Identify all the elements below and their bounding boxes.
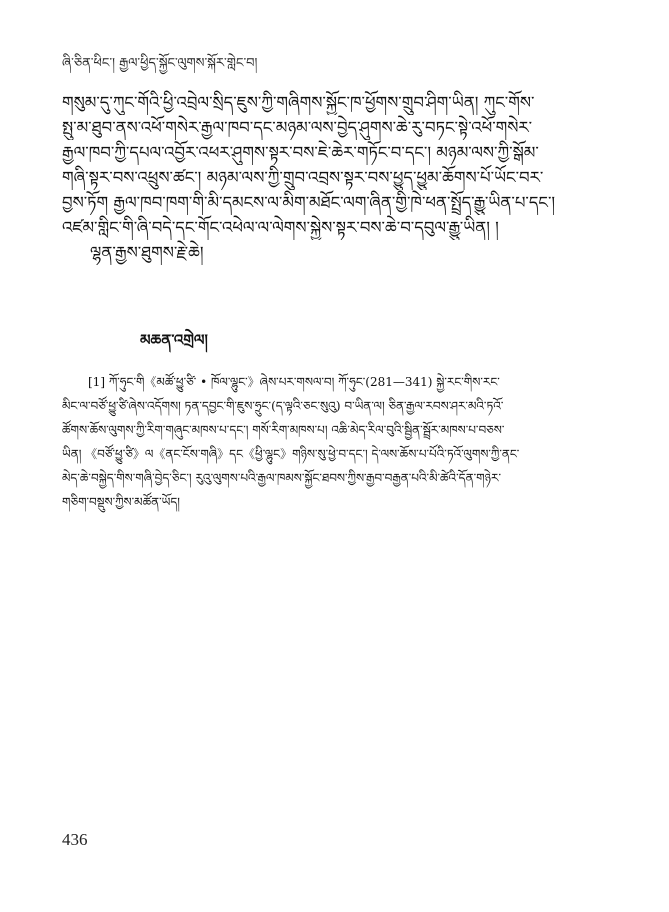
note-line: [1] ཀོ་ཧུང་གི《མཚོ་ཕྱུ་ཙི་ • ཁོལ་ལྷུང་》ཞེས་པར་གསལ་བ། ཀོ་ཧུང་(281—341) སྐྱེ་རང་གིས་རང་	[88, 375, 500, 389]
body-line: གཞི་སྟར་བས་འཕྲུས་ཚང་། མཉམ་ལས་ཀྱི་གྲུབ་འབྲས་སྟར་བས་ཕྱུད་ཕྱུམ་ཆོགས་པོ་ཡོང་བར་	[62, 168, 544, 187]
notes-title: མཆན་འགྲེལ།	[140, 331, 208, 349]
body-line: བྱས་ཏོག རྒྱལ་ཁབ་ཁག་གི་མི་དམངས་ལ་མིག་མཐོང་ལག་ཞིན་གྱི་ཁེ་ཕན་སྤྲོད་རྒྱུ་ཡིན་པ་དང་།	[62, 193, 556, 212]
note-line: གཅིག་བསྡུས་ཀྱིས་མཚོན་ཡོད།	[62, 495, 180, 509]
note-line: ཚོགས་ཆོས་ལུགས་ཀྱི་རིག་གཞུང་མཁས་པ་དང་། གསོ་རིག་མཁས་པ། འཆི་མེད་རིལ་བུའི་སྦྱིན་སྦྲོར་མཁས་པ་བཅས་	[62, 423, 505, 437]
body-line: སྤུ་མ་ཐུབ་ནས་འཕོ་གསེར་རྒྱལ་ཁབ་དང་མཉམ་ལས་བྱེད་ཤུགས་ཆེ་རུ་བཏང་སྟེ་འཕོ་གསེར་	[62, 118, 533, 137]
page-number: 436	[62, 830, 88, 849]
note-line: མིང་ལ་བཙོ་ཕྱུ་ཙི་ཞེས་འདོགས། ཏན་དབྱང་གི་ཇུས་ཧྲུང་(ད་ལྟའི་ཅང་སུའུ) བ་ཡིན་ལ། ཅིན་རྒྱལ་རབས་ཤར་མའི་ཏའོ་	[62, 399, 504, 413]
body-text	[62, 90, 622, 265]
body-line: གསུམ་དུ་ཀུང་གོའི་ཕྱི་འབྲེལ་སྲིད་ཇུས་ཀྱི་གཞིགས་སྐྱོང་ཁ་ཕྱོགས་གྲུབ་ཤིག་ཡིན། ཀུང་གོས་	[62, 93, 535, 112]
signoff: ལྷན་རྒྱས་ཐུགས་རྗེ་ཆེ།	[90, 243, 204, 262]
body-line: འཛམ་གླིང་གི་ཞི་བདེ་དང་གོང་འཕེལ་ལ་ལེགས་སྐྱེས་སྟར་བས་ཆེ་བ་དབུལ་རྒྱུ་ཡིན། །	[62, 218, 499, 237]
body-line: རྒྱལ་ཁབ་ཀྱི་དཔལ་འབྱོར་འཕར་ཤུགས་སྟར་བས་ཇེ་ཆེར་གཏོང་བ་དང་། མཉམ་ལས་ཀྱི་སྒོམ་	[62, 143, 539, 162]
note-line: ཡིན། 《བཙོ་ཕྱུ་ཙི》ལ《ནང་ངོས་གཞི》དང《ཕྱི་ལྷུང》གཉིས་སུ་ཕྱེ་བ་དང་། དེ་ལས་ཆོས་པ་པོའི་ཏའོ་ལུགས་ཀྱི་ནང་	[62, 447, 520, 461]
note-line: མེད་ཆེ་བསྐྱེད་གིས་གཞི་བྱེད་ཅིང་། རུའུ་ལུགས་པའི་རྒྱལ་ཁམས་སྐྱོང་ཐབས་ཀྱིས་རྒྱབ་བརྒྱན་པའི་མི་ཚེའི་དོན་གཉེར་	[62, 471, 501, 485]
notes-body	[62, 370, 622, 514]
running-header: ཞི་ཅིན་ཕིང་། རྒྱལ་ཕྱིད་སྐྱོང་ལུགས་སྐོར་གླེང་བ།	[62, 56, 258, 71]
